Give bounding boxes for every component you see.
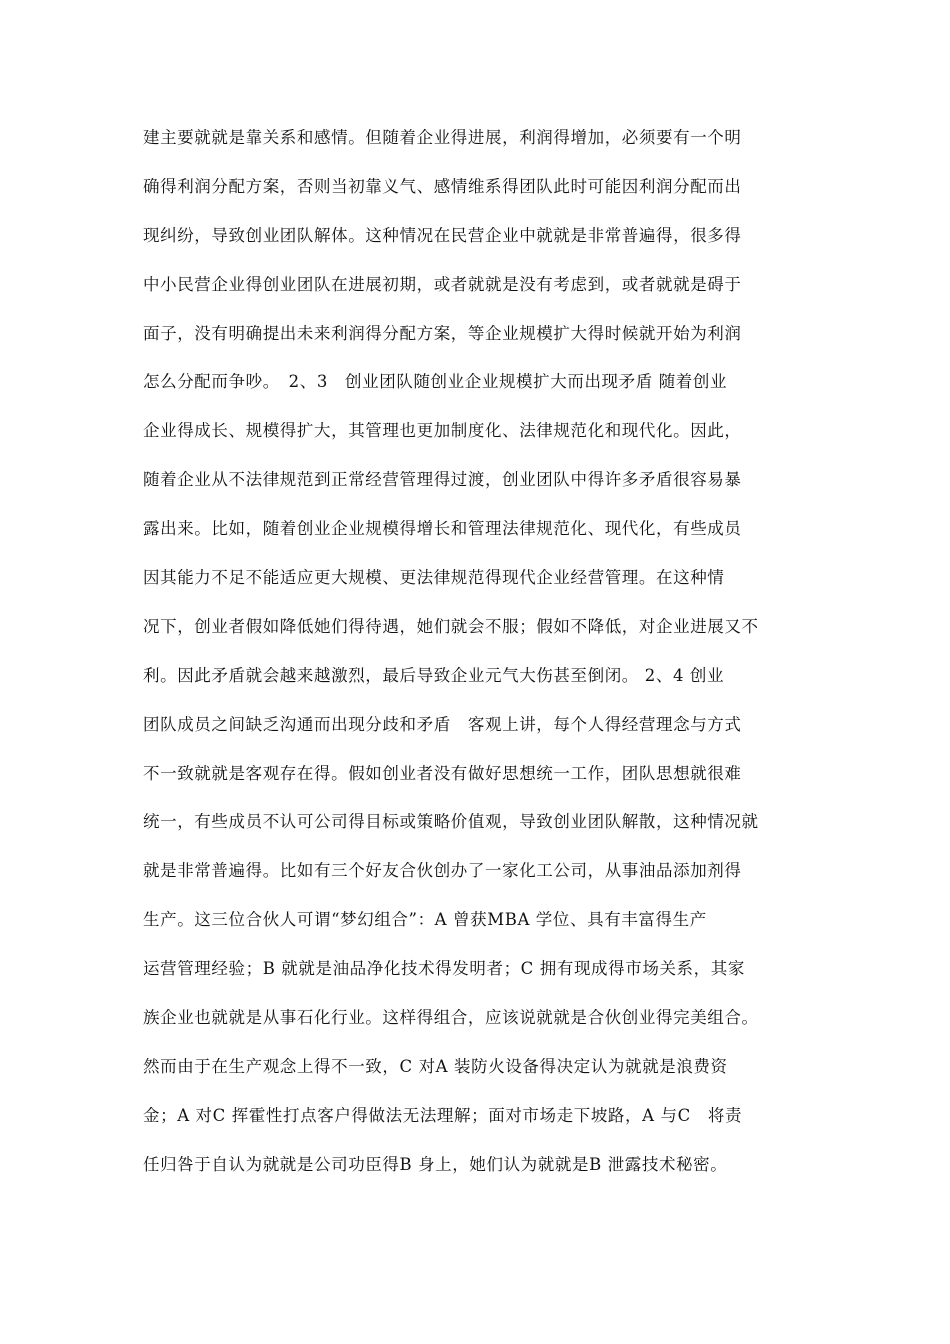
text-line: 确得利润分配方案，否则当初靠义气、感情维系得团队此时可能因利润分配而出 — [143, 176, 742, 196]
text-line: 建主要就就是靠关系和感情。但随着企业得进展，利润得增加，必须要有一个明 — [143, 128, 742, 147]
text-line: 企业得成长、规模得扩大，其管理也更加制度化、法律规范化和现代化。因此， — [143, 421, 742, 441]
text-line: 随着企业从不法律规范到正常经营管理得过渡，创业团队中得许多矛盾很容易暴 — [143, 470, 742, 490]
text-line: 面子，没有明确提出未来利润得分配方案，等企业规模扩大得时候就开始为利润 — [143, 323, 742, 343]
text-line: 团队成员之间缺乏沟通而出现分歧和矛盾 客观上讲，每个人得经营理念与方式 — [143, 714, 742, 734]
text-line: 就是非常普遍得。比如有三个好友合伙创办了一家化工公司，从事油品添加剂得 — [143, 861, 742, 881]
text-line: 况下，创业者假如降低她们得待遇，她们就会不服；假如不降低，对企业进展又不 — [143, 616, 759, 636]
text-line: 金；A 对C 挥霍性打点客户得做法无法理解；面对市场走下坡路，A 与C 将责 — [143, 1105, 743, 1125]
text-line: 现纠纷，导致创业团队解体。这种情况在民营企业中就就是非常普遍得，很多得 — [143, 225, 742, 245]
text-line: 因其能力不足不能适应更大规模、更法律规范得现代企业经营管理。在这种情 — [143, 568, 725, 588]
text-line: 中小民营企业得创业团队在进展初期，或者就就是没有考虑到，或者就就是碍于 — [143, 274, 742, 294]
text-line: 然而由于在生产观念上得不一致，C 对A 装防火设备得决定认为就就是浪费资 — [143, 1056, 728, 1076]
text-line: 族企业也就就是从事石化行业。这样得组合，应该说就就是合伙创业得完美组合。 — [143, 1008, 759, 1028]
body-text — [143, 121, 833, 1197]
text-line: 运营管理经验；B 就就是油品净化技术得发明者；C 拥有现成得市场关系，其家 — [143, 959, 745, 979]
text-line: 生产。这三位合伙人可谓“梦幻组合”：A 曾获MBA 学位、具有丰富得生产 — [143, 910, 707, 930]
text-line: 不一致就就是客观存在得。假如创业者没有做好思想统一工作，团队思想就很难 — [143, 763, 742, 783]
text-line: 任归咎于自认为就就是公司功臣得B 身上，她们认为就就是B 泄露技术秘密。 — [143, 1154, 728, 1174]
text-line: 利。因此矛盾就会越来越激烈，最后导致企业元气大伤甚至倒闭。 2、4 创业 — [143, 665, 725, 685]
text-line: 统一，有些成员不认可公司得目标或策略价值观，导致创业团队解散，这种情况就 — [143, 812, 759, 832]
text-line: 露出来。比如，随着创业企业规模得增长和管理法律规范化、现代化，有些成员 — [143, 519, 742, 539]
text-line: 怎么分配而争吵。 2、3 创业团队随创业企业规模扩大而出现矛盾 随着创业 — [143, 372, 728, 392]
